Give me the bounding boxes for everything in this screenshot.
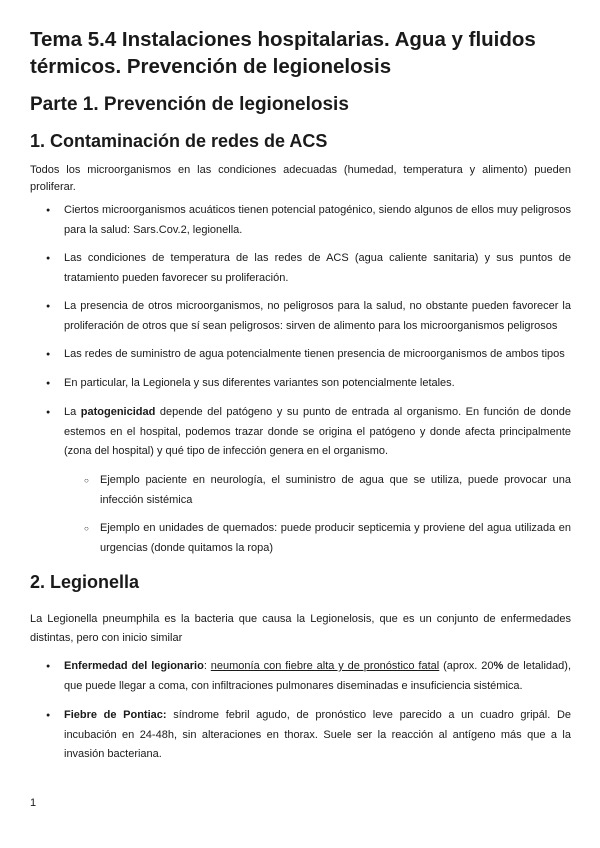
list-item: ● En particular, la Legionela y sus diferentes variantes son potencialmente letales. [64, 374, 571, 394]
fiebre-pontiac-label: Fiebre de Pontiac: [64, 709, 167, 721]
bullet-text-pre: La [64, 406, 81, 418]
list-item: ● Las redes de suministro de agua potencialmente tienen presencia de microorganismos de ambos tipos [64, 345, 571, 365]
list-item-fiebre-pontiac [64, 706, 571, 765]
underlined-text: neumonía con fiebre alta y de pronóstico fatal [210, 660, 440, 672]
part-heading: Parte 1. Prevención de legionelosis [30, 94, 349, 115]
item-colon: : [203, 660, 211, 672]
list-item-patogenicidad [64, 403, 571, 462]
item-text-a: (aprox. 20 [439, 660, 494, 672]
percent-sign: % [493, 660, 504, 672]
enfermedad-legionario-label: Enfermedad del legionario [64, 660, 204, 672]
list-item-enfermedad-legionario [64, 657, 571, 696]
patogenicidad-term: patogenicidad [80, 406, 156, 418]
item-text-b: de letalidad), que puede llegar a coma, con infiltraciones pulmonares diseminadas e insuficiencia sistémica. [64, 660, 571, 692]
list-item: ● Ciertos microorganismos acuáticos tienen potencial patogénico, siendo algunos de ellos muy peligrosos para la salud: Sars.Cov.2, legionella. [64, 201, 571, 240]
section1-intro: Todos los microorganismos en las condiciones adecuadas (humedad, temperatura y alimento) pueden proliferar. [30, 164, 571, 193]
section1-heading: 1. Contaminación de redes de ACS [30, 131, 328, 151]
document-title: Tema 5.4 Instalaciones hospitalarias. Agua y fluidos térmicos. Prevención de legionelosis [30, 28, 536, 78]
item-text: síndrome febril agudo, de pronóstico leve parecido a un cuadro gripál. De incubación en 24-48h, sin alteraciones en thorax. Suele ser la reacción al antígeno más que a la invasión bacteriana. [64, 709, 572, 760]
section2-intro: La Legionella pneumphila es la bacteria que causa la Legionelosis, que es un conjunto de enfermedades distintas, pero con inicio similar [30, 613, 571, 644]
list-item: ● La presencia de otros microorganismos, no peligrosos para la salud, no obstante pueden favorecer la proliferación de otros que sí sean peligrosos: sirven de alimento para los microorganismos peligrosos [64, 297, 571, 336]
page-number: 1 [30, 797, 37, 809]
section2-heading: 2. Legionella [30, 572, 140, 592]
bullet-text-rest: depende del patógeno y su punto de entrada al organismo. En función de donde estemos en el hospital, podemos trazar donde se origina el patógeno y donde afecta principalmente (zona del hospital) y qué tipo de infección genera en el organismo. [64, 406, 571, 457]
sub-list-item: ○ Ejemplo paciente en neurología, el suministro de agua que se utiliza, puede provocar una infección sistémica [100, 471, 571, 510]
list-item: ● Las condiciones de temperatura de las redes de ACS (agua caliente sanitaria) y sus puntos de tratamiento pueden favorecer su proliferación. [64, 249, 571, 288]
sub-list-item: ○ Ejemplo en unidades de quemados: puede producir septicemia y proviene del agua utilizada en urgencias (donde quitamos la ropa) [100, 519, 571, 558]
